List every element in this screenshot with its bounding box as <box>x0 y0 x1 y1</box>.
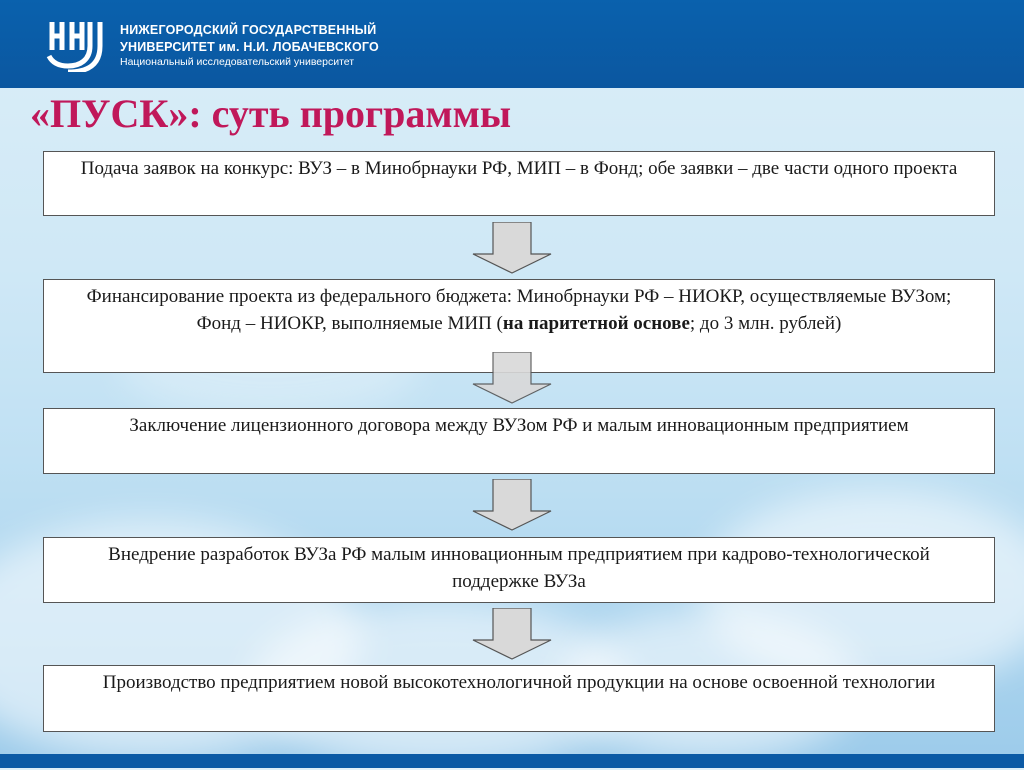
university-subtitle: Национальный исследовательский университет <box>120 56 355 68</box>
step-text-1: Подача заявок на конкурс: ВУЗ – в Минобрнауки РФ, МИП – в Фонд; обе заявки – две части одного проекта <box>80 158 958 179</box>
step-text-5: Производство предприятием новой высокотехнологичной продукции на основе освоенной технологии <box>102 672 936 693</box>
footer-bar <box>0 754 1024 768</box>
step-text-4: Внедрение разработок ВУЗа РФ малым инновационным предприятием при кадрово-технологической поддержке ВУЗа <box>108 544 930 592</box>
down-arrow-icon <box>471 352 553 404</box>
step-box-4 <box>43 537 995 603</box>
down-arrow-icon <box>471 222 553 274</box>
step-box-5 <box>43 665 995 732</box>
university-name-line1: НИЖЕГОРОДСКИЙ ГОСУДАРСТВЕННЫЙ <box>120 23 377 37</box>
step-text-2-bold: на паритетной основе <box>502 313 690 334</box>
step-box-1 <box>43 151 995 216</box>
step-text-3: Заключение лицензионного договора между ВУЗом РФ и малым инновационным предприятием <box>129 415 909 436</box>
down-arrow-icon <box>471 608 553 660</box>
down-arrow-icon <box>471 479 553 531</box>
step-text-2-part1: Финансирование проекта из федерального бюджета: Минобрнауки РФ – НИОКР, осуществляемые ВУЗом; Фонд – НИОКР, выполняемые МИП ( <box>86 286 952 334</box>
university-header <box>0 0 1024 88</box>
university-name-line2: УНИВЕРСИТЕТ им. Н.И. ЛОБАЧЕВСКОГО <box>120 40 379 54</box>
slide-title: «ПУСК»: суть программы <box>30 91 512 136</box>
step-text-2-part2: ; до 3 млн. рублей) <box>689 313 842 334</box>
step-box-3 <box>43 408 995 474</box>
university-logo-icon <box>46 16 106 72</box>
